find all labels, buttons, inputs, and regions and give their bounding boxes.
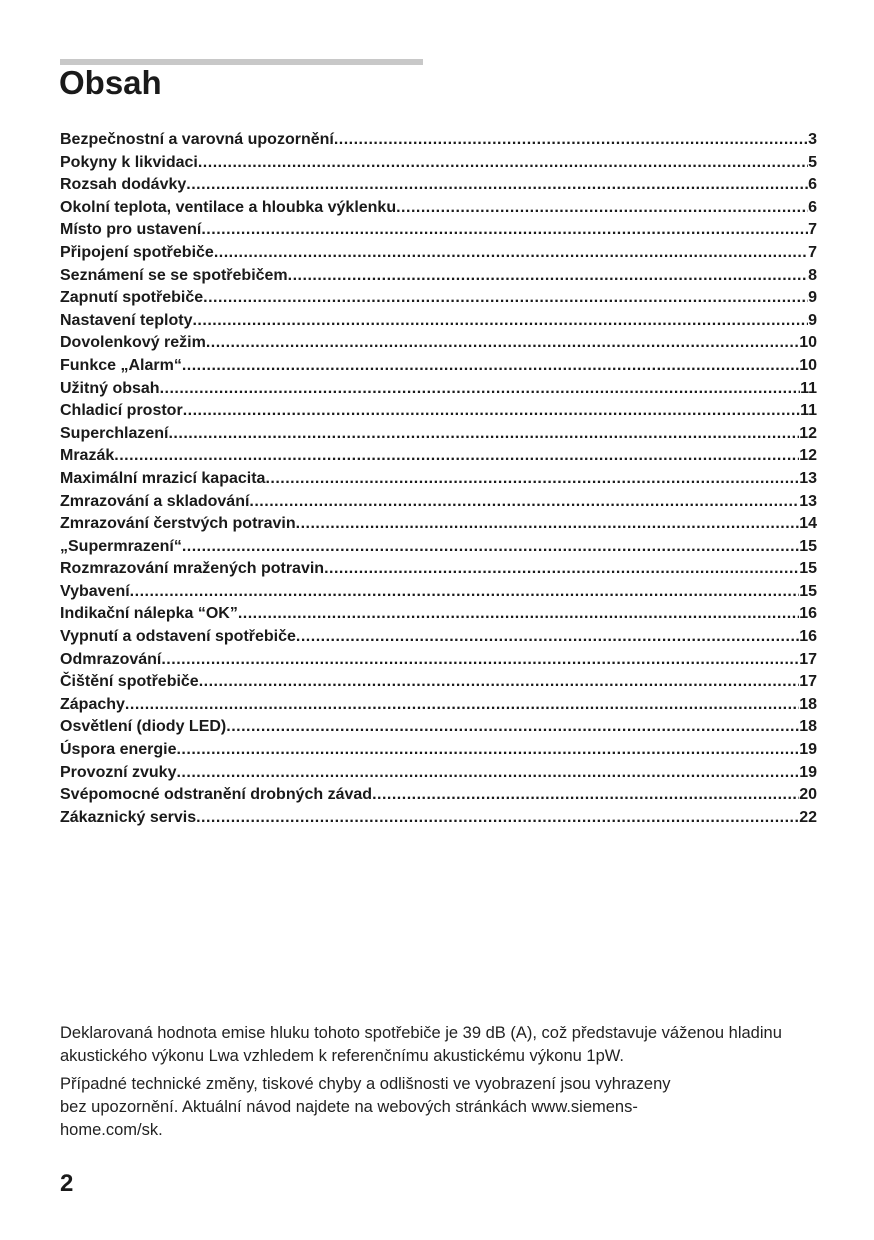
toc-entry-label: Chladicí prostor bbox=[60, 402, 183, 420]
toc-entry-label: Mrazák bbox=[60, 447, 115, 465]
toc-entry-page: 15 bbox=[799, 537, 817, 555]
toc-entry-page: 20 bbox=[799, 786, 817, 804]
leader-dots bbox=[198, 154, 808, 172]
toc-entry[interactable] bbox=[60, 312, 817, 335]
table-of-contents bbox=[60, 131, 817, 831]
toc-entry-page: 10 bbox=[799, 356, 817, 374]
toc-entry-page: 22 bbox=[799, 808, 817, 826]
leader-dots bbox=[296, 628, 799, 646]
toc-entry[interactable] bbox=[60, 199, 817, 222]
toc-entry-label: Zápachy bbox=[60, 695, 125, 713]
toc-entry-page: 11 bbox=[800, 379, 817, 397]
leader-dots bbox=[160, 380, 801, 398]
page-title: Obsah bbox=[59, 64, 162, 101]
leader-dots bbox=[199, 673, 800, 691]
leader-dots bbox=[161, 651, 799, 669]
leader-dots bbox=[249, 493, 799, 511]
toc-entry-label: Užitný obsah bbox=[60, 379, 160, 397]
toc-entry-page: 9 bbox=[808, 311, 817, 329]
toc-entry[interactable] bbox=[60, 741, 817, 764]
toc-entry[interactable] bbox=[60, 131, 817, 154]
toc-entry[interactable] bbox=[60, 696, 817, 719]
toc-entry-label: Zmrazování a skladování bbox=[60, 492, 250, 510]
toc-entry-label: Čištění spotřebiče bbox=[60, 673, 199, 691]
leader-dots bbox=[125, 696, 799, 714]
toc-entry-page: 9 bbox=[808, 289, 817, 307]
toc-entry-page: 15 bbox=[799, 560, 817, 578]
toc-entry[interactable] bbox=[60, 605, 817, 628]
toc-entry[interactable] bbox=[60, 289, 817, 312]
toc-entry[interactable] bbox=[60, 267, 817, 290]
leader-dots bbox=[396, 199, 808, 217]
toc-entry[interactable] bbox=[60, 560, 817, 583]
toc-entry[interactable] bbox=[60, 764, 817, 787]
toc-entry[interactable] bbox=[60, 221, 817, 244]
toc-entry[interactable] bbox=[60, 470, 817, 493]
toc-entry-label: Místo pro ustavení bbox=[60, 221, 202, 239]
toc-entry[interactable] bbox=[60, 402, 817, 425]
toc-entry[interactable] bbox=[60, 493, 817, 516]
toc-entry-page: 6 bbox=[808, 176, 817, 194]
toc-entry-page: 17 bbox=[799, 650, 817, 668]
toc-entry-page: 18 bbox=[799, 695, 817, 713]
leader-dots bbox=[324, 560, 799, 578]
leader-dots bbox=[114, 447, 799, 465]
leader-dots bbox=[372, 786, 799, 804]
toc-entry[interactable] bbox=[60, 176, 817, 199]
leader-dots bbox=[265, 470, 799, 488]
toc-entry-label: Nastavení teploty bbox=[60, 311, 193, 329]
toc-entry-label: Odmrazování bbox=[60, 650, 162, 668]
toc-entry-label: „Supermrazení“ bbox=[60, 537, 182, 555]
leader-dots bbox=[334, 131, 808, 149]
leader-dots bbox=[168, 425, 799, 443]
toc-entry[interactable] bbox=[60, 809, 817, 832]
toc-entry-label: Vybavení bbox=[60, 582, 130, 600]
toc-entry[interactable] bbox=[60, 425, 817, 448]
toc-entry-page: 14 bbox=[799, 515, 817, 533]
toc-entry-label: Indikační nálepka “OK” bbox=[60, 605, 238, 623]
toc-entry-page: 12 bbox=[799, 424, 817, 442]
toc-entry-label: Dovolenkový režim bbox=[60, 334, 206, 352]
toc-entry-label: Svépomocné odstranění drobných závad bbox=[60, 786, 373, 804]
toc-entry[interactable] bbox=[60, 718, 817, 741]
toc-entry-page: 11 bbox=[800, 402, 817, 420]
toc-entry[interactable] bbox=[60, 154, 817, 177]
toc-entry-label: Bezpečnostní a varovná upozornění bbox=[60, 131, 334, 148]
leader-dots bbox=[296, 515, 800, 533]
leader-dots bbox=[288, 267, 808, 285]
toc-entry-label: Zapnutí spotřebiče bbox=[60, 289, 204, 307]
toc-entry-label: Funkce „Alarm“ bbox=[60, 356, 182, 374]
toc-entry[interactable] bbox=[60, 538, 817, 561]
leader-dots bbox=[192, 312, 808, 330]
disclaimer: Případné technické změny, tiskové chyby a odlišnosti ve vyobrazení jsou vyhrazeny bez upozornění. Aktuální návod najdete na webových stránkách www.siemens-home.com/sk. bbox=[60, 1075, 671, 1139]
toc-entry-label: Zákaznický servis bbox=[60, 808, 197, 826]
toc-entry[interactable] bbox=[60, 447, 817, 470]
toc-entry-page: 19 bbox=[799, 763, 817, 781]
toc-entry-label: Osvětlení (diody LED) bbox=[60, 718, 227, 736]
toc-entry-page: 3 bbox=[808, 131, 817, 148]
toc-entry-page: 8 bbox=[808, 266, 817, 284]
toc-entry-page: 13 bbox=[799, 469, 817, 487]
toc-entry-label: Rozmrazování mražených potravin bbox=[60, 560, 325, 578]
leader-dots bbox=[176, 741, 799, 759]
toc-entry-label: Maximální mrazicí kapacita bbox=[60, 469, 266, 487]
leader-dots bbox=[186, 176, 808, 194]
toc-entry[interactable] bbox=[60, 651, 817, 674]
toc-entry[interactable] bbox=[60, 334, 817, 357]
leader-dots bbox=[226, 718, 799, 736]
noise-declaration: Deklarovaná hodnota emise hluku tohoto spotřebiče je 39 dB (A), což představuje váženou hladinu akustického výkonu Lwa vzhledem k referenčnímu akustickému výkonu 1pW. bbox=[60, 1024, 782, 1065]
toc-entry-page: 19 bbox=[799, 741, 817, 759]
toc-entry[interactable] bbox=[60, 786, 817, 809]
toc-entry[interactable] bbox=[60, 628, 817, 651]
toc-entry-page: 6 bbox=[808, 198, 817, 216]
toc-entry-page: 15 bbox=[799, 582, 817, 600]
toc-entry-page: 5 bbox=[808, 153, 817, 171]
toc-entry-page: 7 bbox=[808, 221, 817, 239]
leader-dots bbox=[203, 289, 808, 307]
toc-entry-label: Rozsah dodávky bbox=[60, 176, 187, 194]
leader-dots bbox=[201, 221, 808, 239]
page-number: 2 bbox=[60, 1170, 74, 1197]
toc-entry[interactable] bbox=[60, 515, 817, 538]
leader-dots bbox=[182, 357, 799, 375]
leader-dots bbox=[196, 809, 799, 827]
toc-entry[interactable] bbox=[60, 244, 817, 267]
toc-entry-page: 13 bbox=[799, 492, 817, 510]
leader-dots bbox=[183, 402, 800, 420]
toc-entry-label: Zmrazování čerstvých potravin bbox=[60, 515, 296, 533]
leader-dots bbox=[182, 538, 799, 556]
leader-dots bbox=[176, 764, 799, 782]
toc-entry-label: Úspora energie bbox=[60, 741, 177, 759]
toc-entry-page: 10 bbox=[799, 334, 817, 352]
toc-entry-label: Superchlazení bbox=[60, 424, 169, 442]
toc-entry-page: 12 bbox=[799, 447, 817, 465]
leader-dots bbox=[206, 334, 799, 352]
notes bbox=[60, 1022, 830, 1147]
toc-entry-page: 18 bbox=[799, 718, 817, 736]
toc-entry-page: 16 bbox=[799, 605, 817, 623]
toc-entry-page: 16 bbox=[799, 628, 817, 646]
toc-entry-label: Vypnutí a odstavení spotřebiče bbox=[60, 628, 296, 646]
toc-entry-label: Okolní teplota, ventilace a hloubka výklenku bbox=[60, 198, 397, 216]
toc-entry-label: Seznámení se se spotřebičem bbox=[60, 266, 288, 284]
toc-entry-label: Pokyny k likvidaci bbox=[60, 153, 198, 171]
toc-entry[interactable] bbox=[60, 583, 817, 606]
toc-entry[interactable] bbox=[60, 357, 817, 380]
toc-entry[interactable] bbox=[60, 673, 817, 696]
leader-dots bbox=[214, 244, 808, 262]
toc-entry-label: Provozní zvuky bbox=[60, 763, 177, 781]
toc-entry[interactable] bbox=[60, 380, 817, 403]
leader-dots bbox=[238, 605, 799, 623]
toc-entry-label: Připojení spotřebiče bbox=[60, 243, 214, 261]
leader-dots bbox=[130, 583, 800, 601]
toc-entry-page: 17 bbox=[799, 673, 817, 691]
toc-entry-page: 7 bbox=[808, 243, 817, 261]
